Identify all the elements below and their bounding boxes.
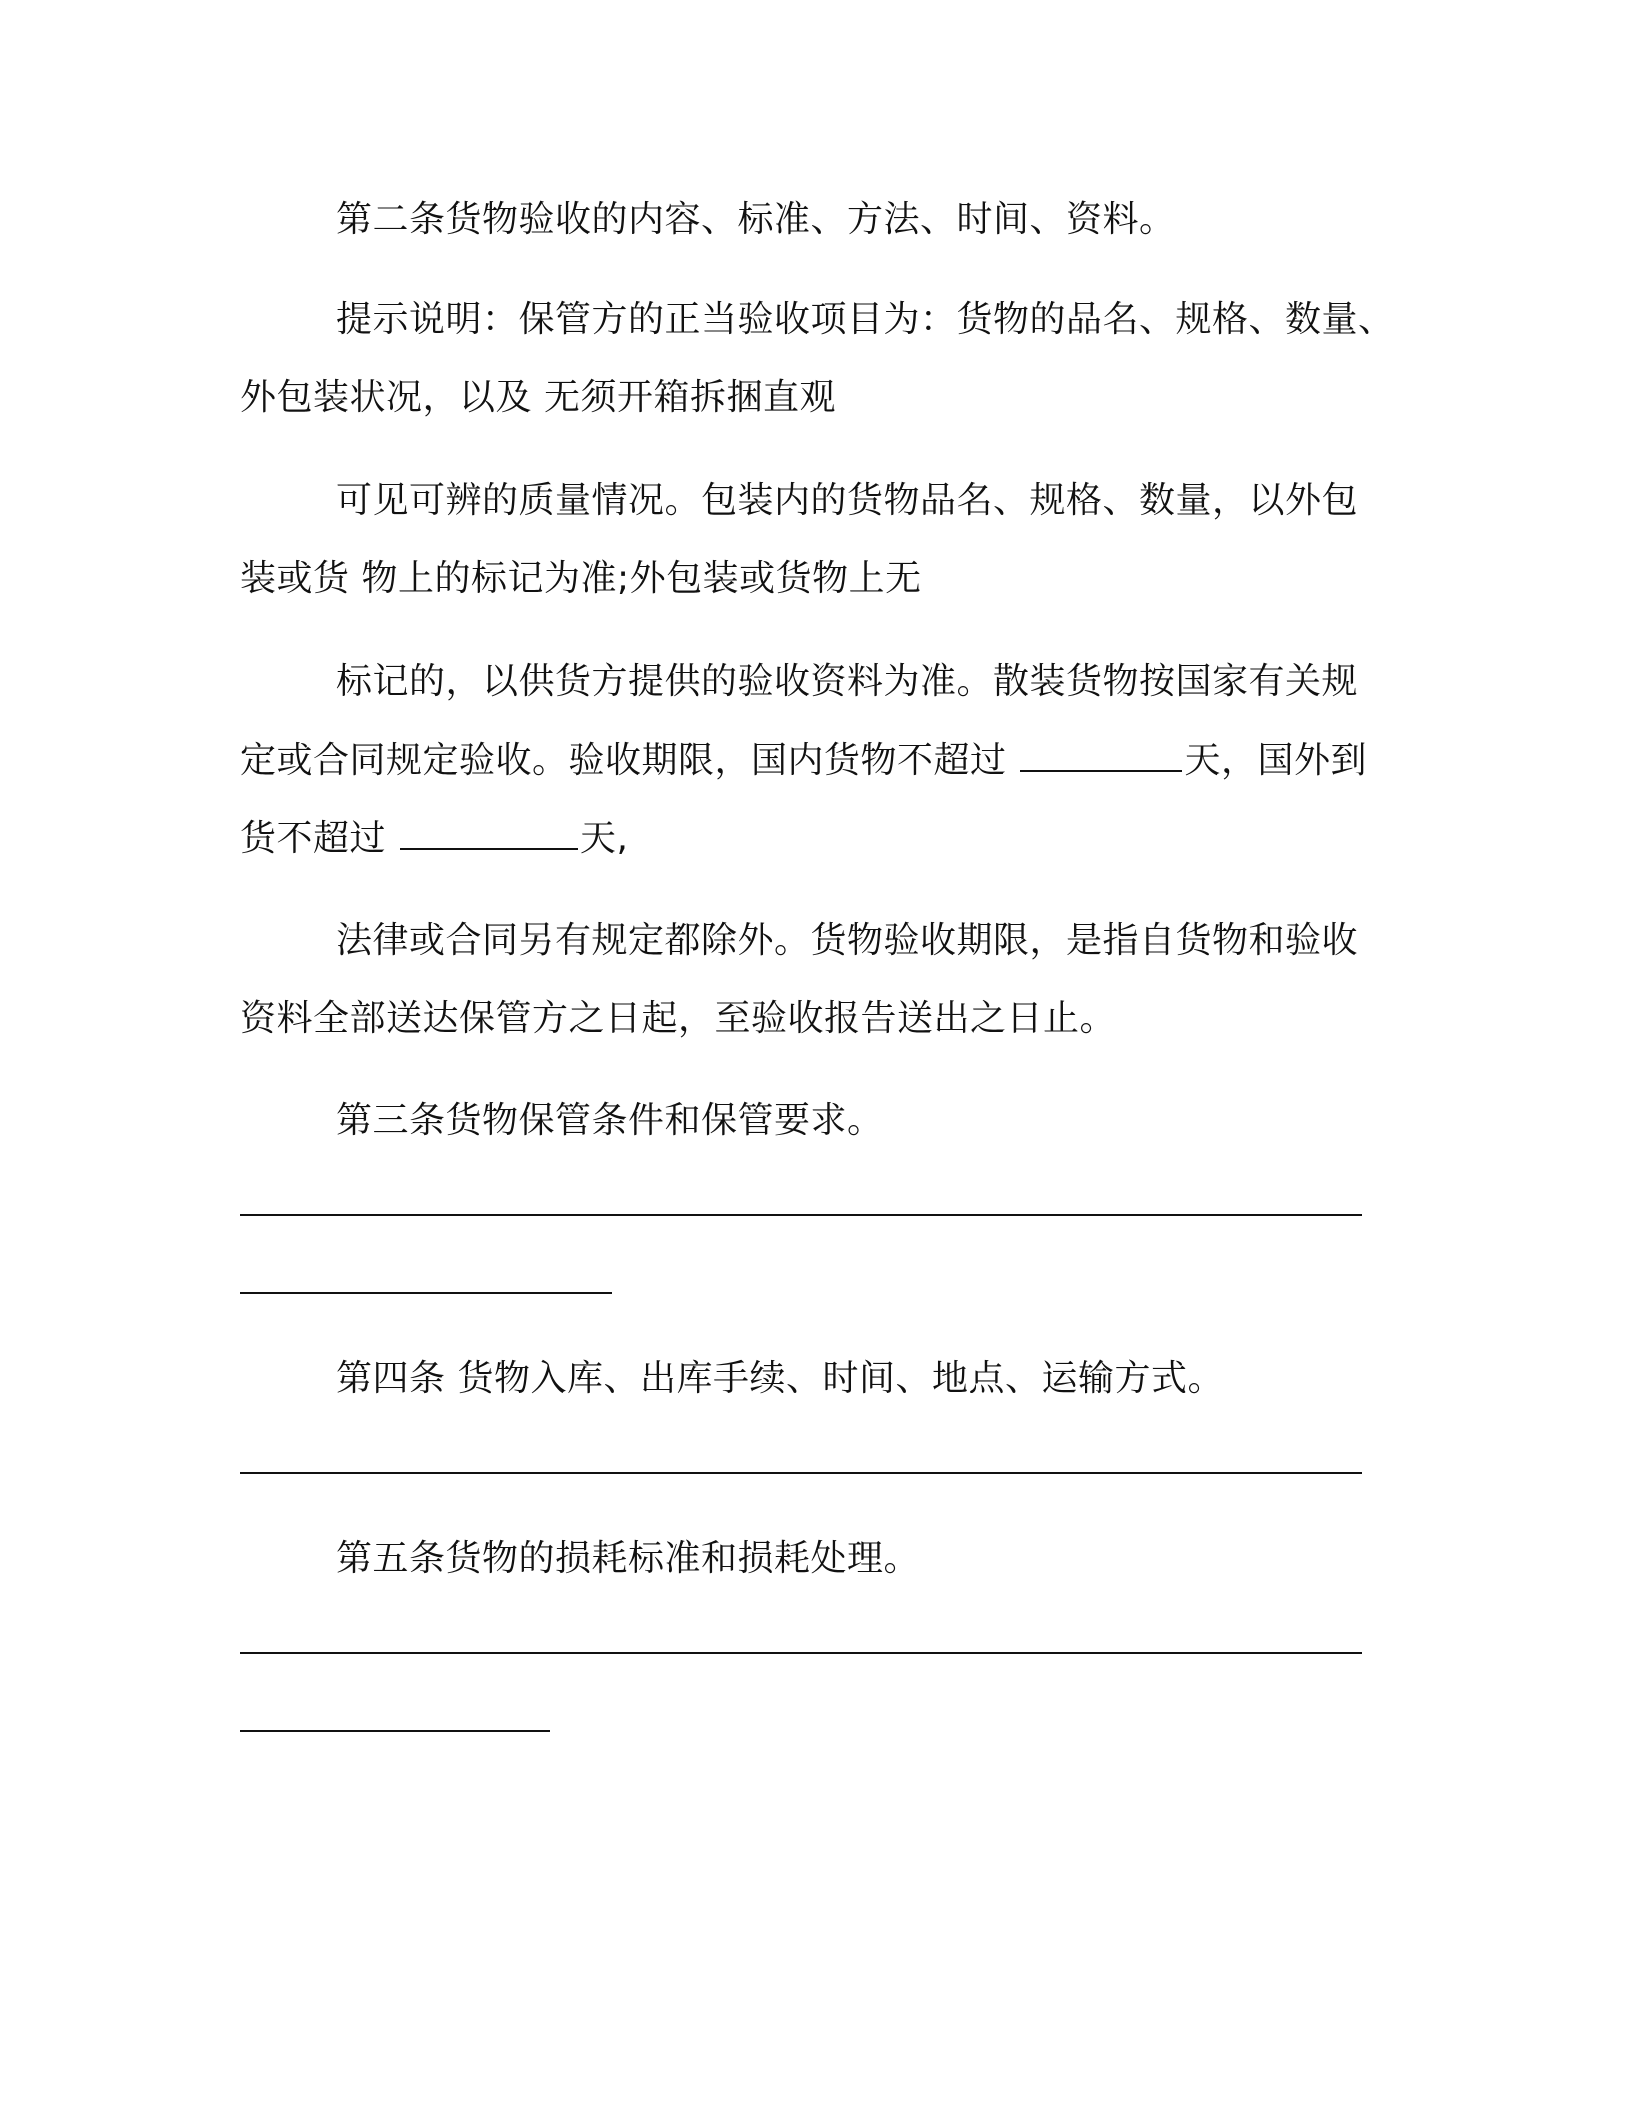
article-3-heading: 第三条货物保管条件和保管要求。 bbox=[336, 1100, 884, 1141]
note-line-3: 可见可辨的质量情况。包装内的货物品名、规格、数量，以外包 bbox=[336, 480, 1359, 521]
article-5-blank-line-2[interactable] bbox=[240, 1730, 550, 1732]
note-line-4: 装或货 物上的标记为准;外包装或货物上无 bbox=[240, 558, 922, 599]
article-3-blank-line-2[interactable] bbox=[240, 1292, 612, 1294]
article-4-blank-line-1[interactable] bbox=[240, 1472, 1362, 1474]
note-line-6 bbox=[240, 736, 1367, 785]
note-line-7-text-b: 天, bbox=[579, 818, 629, 859]
article-5-blank-line-1[interactable] bbox=[240, 1652, 1362, 1654]
note-line-9: 资料全部送达保管方之日起，至验收报告送出之日止。 bbox=[240, 998, 1117, 1039]
foreign-days-blank[interactable] bbox=[400, 814, 578, 850]
domestic-days-blank[interactable] bbox=[1020, 736, 1182, 772]
article-3-blank-line-1[interactable] bbox=[240, 1214, 1362, 1216]
note-line-1: 提示说明：保管方的正当验收项目为：货物的品名、规格、数量、 bbox=[336, 299, 1395, 340]
note-line-8: 法律或合同另有规定都除外。货物验收期限，是指自货物和验收 bbox=[336, 920, 1359, 961]
note-line-6-text-b: 天，国外到 bbox=[1184, 740, 1367, 781]
note-line-6-text-a: 定或合同规定验收。验收期限，国内货物不超过 bbox=[240, 740, 1007, 781]
article-4-heading: 第四条 货物入库、出库手续、时间、地点、运输方式。 bbox=[336, 1358, 1224, 1399]
article-5-heading: 第五条货物的损耗标准和损耗处理。 bbox=[336, 1538, 921, 1579]
note-line-7-text-a: 货不超过 bbox=[240, 818, 387, 859]
note-line-2: 外包装状况，以及 无须开箱拆捆直观 bbox=[240, 377, 836, 418]
note-line-7 bbox=[240, 814, 628, 863]
article-2-heading: 第二条货物验收的内容、标准、方法、时间、资料。 bbox=[336, 199, 1176, 240]
note-line-5: 标记的，以供货方提供的验收资料为准。散装货物按国家有关规 bbox=[336, 661, 1359, 702]
